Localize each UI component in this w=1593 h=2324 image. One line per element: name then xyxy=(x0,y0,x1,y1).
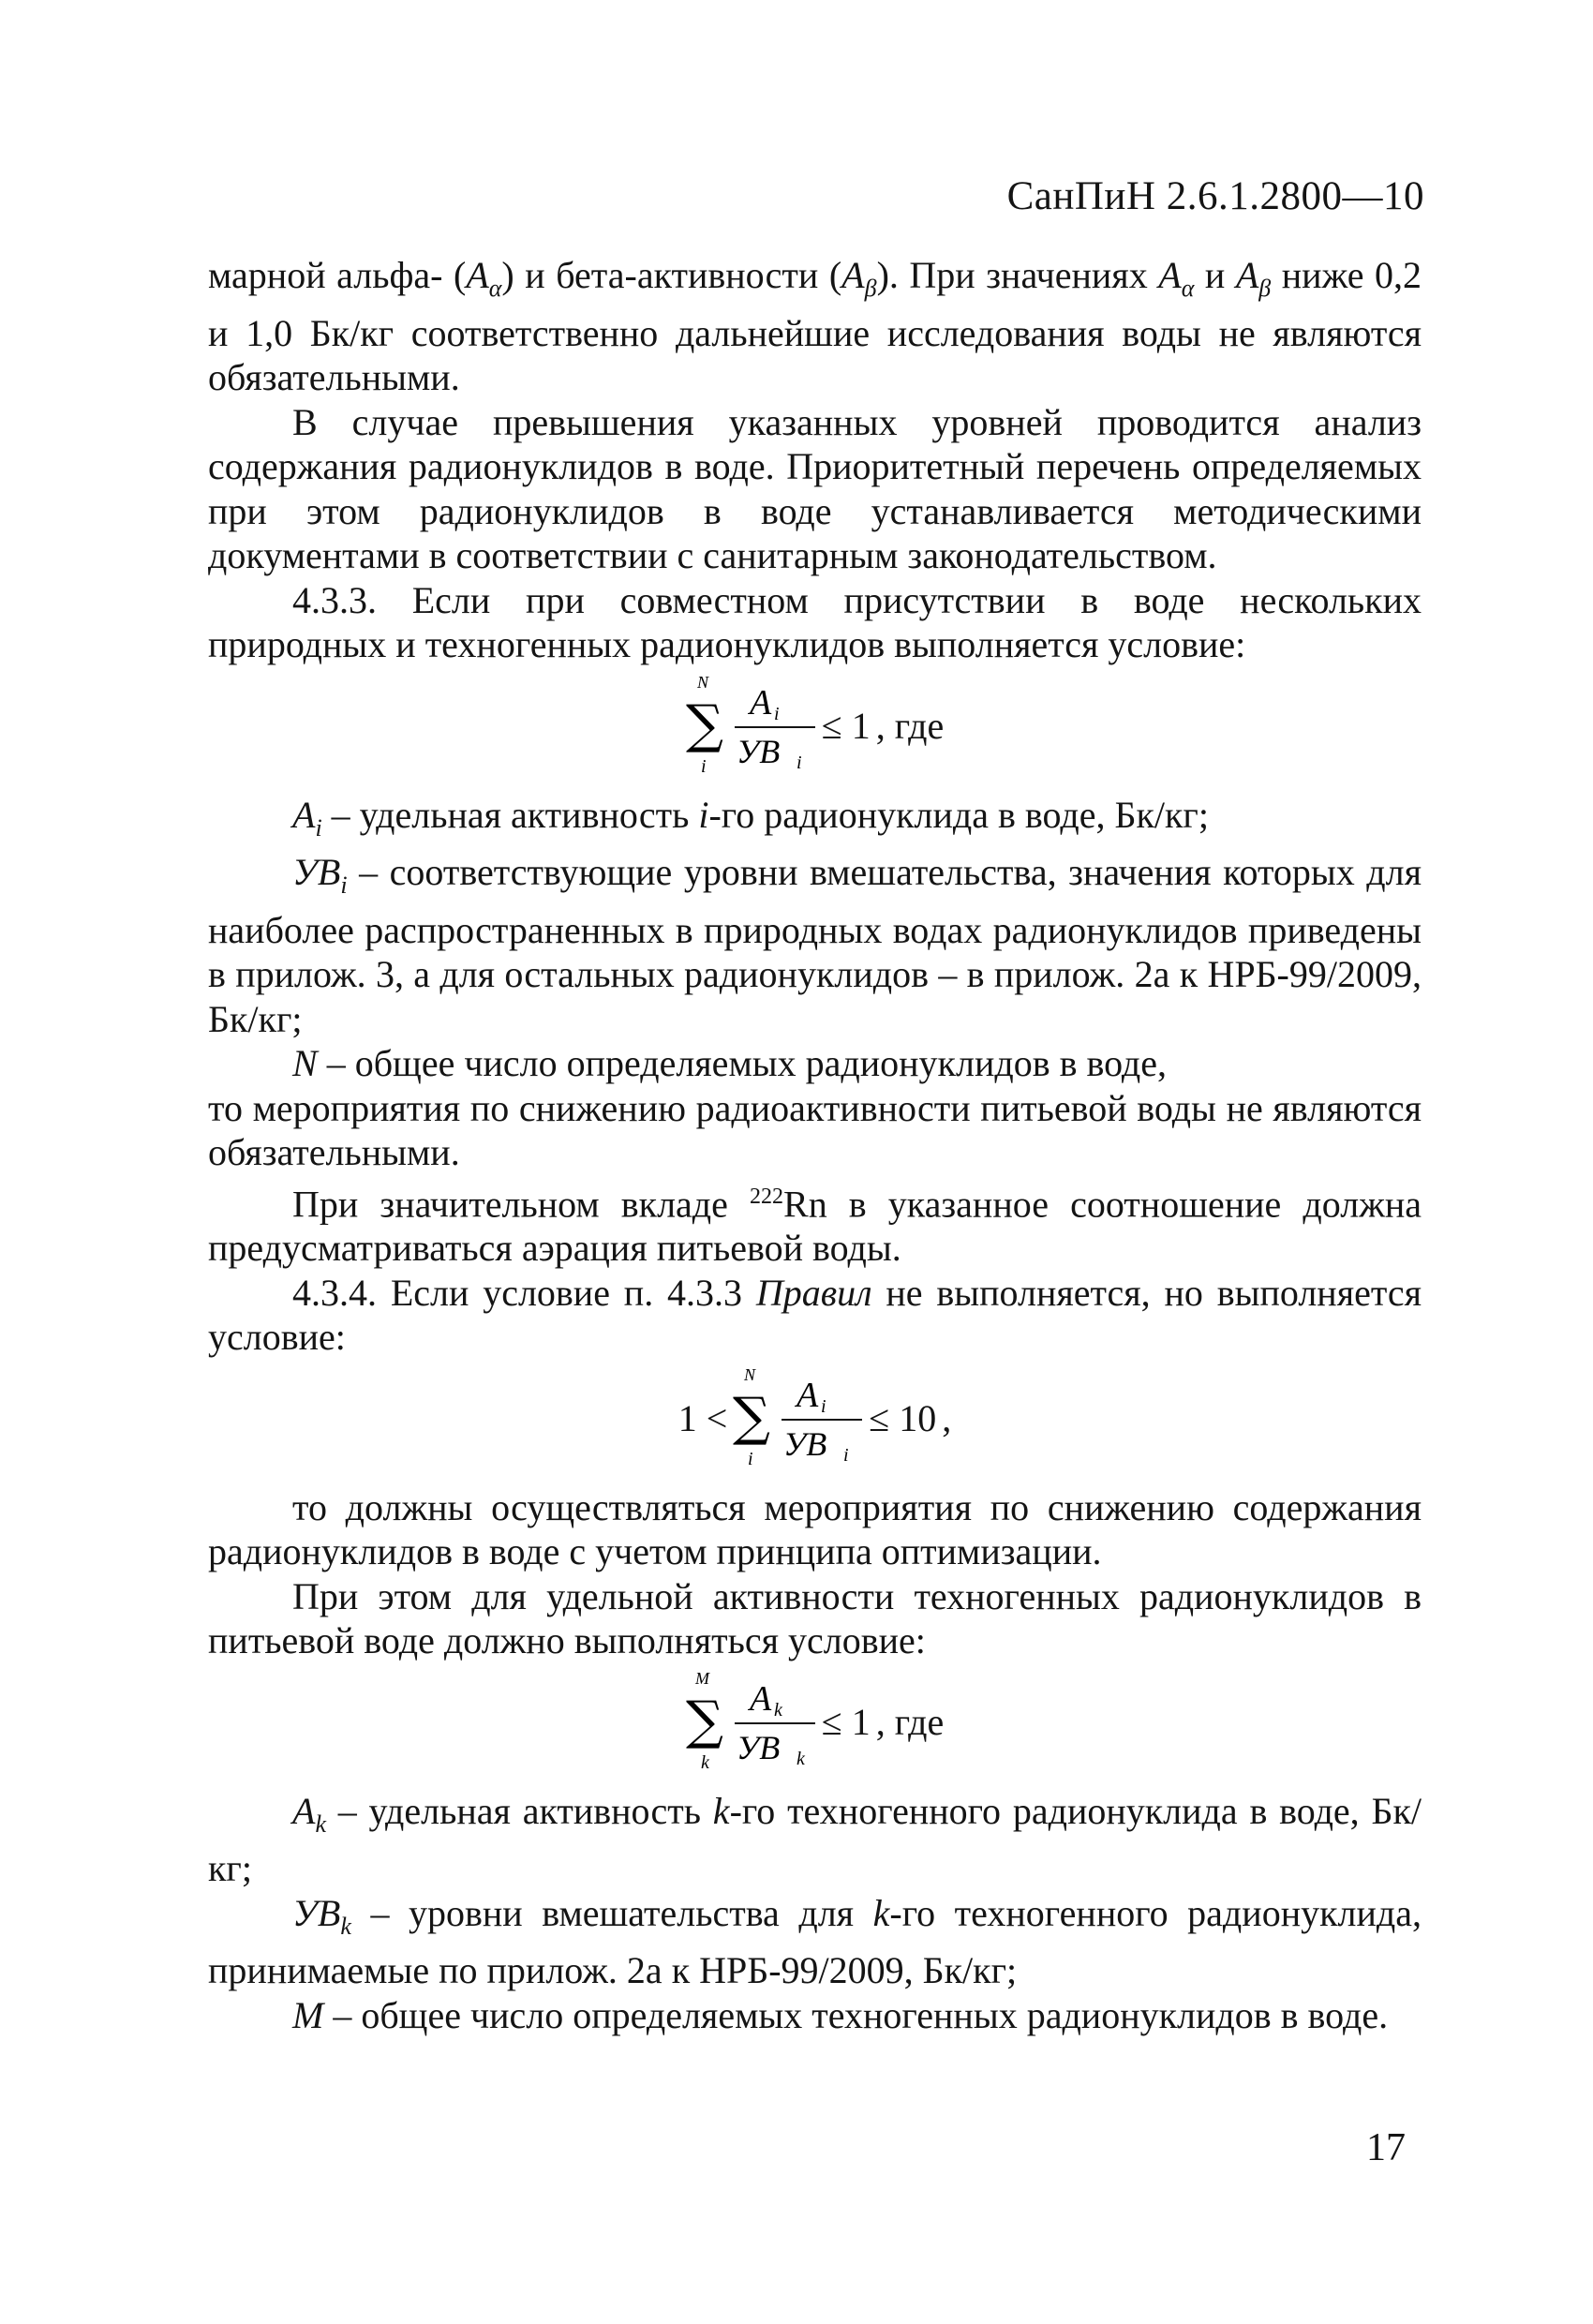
fraction-numerator: A xyxy=(749,682,771,723)
sum-lower-limit: k xyxy=(700,1751,709,1773)
definition-ai xyxy=(208,793,1422,851)
sigma-symbol: ∑ xyxy=(685,1690,723,1751)
text-run: и xyxy=(1194,254,1236,296)
subscript-beta: β xyxy=(864,275,877,302)
text-run: 4.3.4. Если условие п. 4.3.3 xyxy=(292,1271,756,1314)
text-run: – уровни вмешательства для xyxy=(350,1891,873,1934)
symbol-a: A xyxy=(1158,254,1182,296)
fraction-denominator: УВ xyxy=(736,732,780,770)
fraction-denominator: УВ xyxy=(736,1728,780,1766)
fraction-numerator: A xyxy=(796,1375,819,1415)
text-run: -го радионуклида в воде, Бк/кг; xyxy=(708,793,1209,836)
formula-sum-natural xyxy=(208,675,1422,778)
numerator-subscript: i xyxy=(773,703,780,724)
subscript-alpha: α xyxy=(488,275,502,302)
symbol-a: A xyxy=(1235,254,1259,296)
paragraph-alpha-beta xyxy=(208,253,1422,400)
symbol-a: A xyxy=(466,254,489,296)
formula-tail: , где xyxy=(875,704,945,747)
formula-sum-range xyxy=(208,1367,1422,1470)
document-body xyxy=(208,253,1422,2037)
denominator-subscript: k xyxy=(796,1748,805,1769)
paragraph-optimization: то должны осуществляться мероприятия по снижению содержания радионуклидов в воде с учетом принципа оптимизации. xyxy=(208,1485,1422,1573)
text-run: -го техногенного радионуклида в воде, Бк/кг; xyxy=(208,1789,1422,1890)
text-run: не выполняется, но выполняется условие: xyxy=(208,1271,1422,1359)
italic-index: k xyxy=(712,1789,730,1832)
formula-tail: , xyxy=(942,1397,952,1440)
symbol-m: M xyxy=(292,1993,324,2036)
subscript-alpha: α xyxy=(1181,275,1195,302)
symbol-uv: УВ xyxy=(292,851,341,893)
symbol-a: A xyxy=(292,793,316,836)
sum-fraction-formula xyxy=(733,1367,869,1470)
document-header: СанПиН 2.6.1.2800—10 xyxy=(1006,174,1424,218)
sigma-symbol: ∑ xyxy=(685,693,723,755)
sum-upper-limit: M xyxy=(694,1670,709,1688)
sum-lower-limit: i xyxy=(700,755,707,777)
italic-index: i xyxy=(698,793,709,836)
text-run: – общее число определяемых техногенных радионуклидов в воде. xyxy=(323,1993,1389,2036)
denominator-subscript: i xyxy=(843,1444,849,1466)
formula-relation: ≤ 1 xyxy=(821,1701,871,1744)
symbol-uv: УВ xyxy=(292,1891,341,1934)
numerator-subscript: i xyxy=(821,1395,826,1417)
text-run: При значительном вкладе xyxy=(292,1182,751,1225)
formula-lead: 1 < xyxy=(677,1397,728,1440)
fraction-numerator: A xyxy=(749,1678,771,1719)
definition-ak xyxy=(208,1789,1422,1891)
denominator-subscript: i xyxy=(796,752,802,773)
text-run: -го техногенного радионуклида, принимаемые по прилож. 2а к НРБ-99/2009, Бк/кг; xyxy=(208,1891,1422,1992)
text-run: – удельная активность xyxy=(321,793,699,836)
text-run: Rn в указанное соотношение должна предусматриваться аэрация питьевой воды. xyxy=(208,1182,1422,1270)
formula-relation: ≤ 1 xyxy=(821,704,871,747)
fraction-denominator: УВ xyxy=(783,1424,827,1463)
paragraph-4-3-4 xyxy=(208,1271,1422,1360)
formula-tail: , где xyxy=(875,1701,945,1744)
definition-m xyxy=(208,1993,1422,2038)
text-run: ). При значениях xyxy=(876,254,1159,296)
subscript-i: i xyxy=(340,872,348,899)
italic-index: k xyxy=(872,1891,890,1934)
paragraph-radon xyxy=(208,1175,1422,1271)
mass-number-superscript: 222 xyxy=(750,1184,784,1209)
sum-lower-limit: i xyxy=(748,1448,753,1469)
paragraph-not-mandatory: то мероприятия по снижению радиоактивности питьевой воды не являются обязательными. xyxy=(208,1086,1422,1173)
definition-uvi xyxy=(208,850,1422,1041)
formula-sum-technogenic xyxy=(208,1671,1422,1774)
formula-relation: ≤ 10 xyxy=(869,1397,937,1440)
subscript-i: i xyxy=(315,813,322,842)
symbol-n: N xyxy=(292,1042,318,1084)
numerator-subscript: k xyxy=(773,1699,782,1721)
symbol-a: A xyxy=(841,254,865,296)
subscript-k: k xyxy=(315,1810,326,1838)
text-run: – общее число определяемых радионуклидов в воде, xyxy=(317,1042,1168,1084)
text-run: ) и бета-активности ( xyxy=(501,254,842,296)
text-run: – удельная активность xyxy=(325,1789,713,1832)
sum-upper-limit: N xyxy=(744,1366,756,1384)
text-run: марной альфа- ( xyxy=(208,254,467,296)
symbol-a: A xyxy=(292,1789,316,1832)
text-run: ниже 0,2 и 1,0 Бк/кг соответственно дальнейшие исследования воды не являются обязательными. xyxy=(208,254,1422,398)
paragraph-exceedance: В случае превышения указанных уровней проводится анализ содержания радионуклидов в воде. Приоритетный перечень определяемых при этом радионуклидов в воде устанавливается методическими документами в соответствии с санитарным законодательством. xyxy=(208,400,1422,576)
definition-uvk xyxy=(208,1891,1422,1993)
text-run: – соответствующие уровни вмешательства, значения которых для наиболее распространенных в природных водах радионуклидов приведены в прилож. 3, а для остальных радионуклидов – в прилож. 2а к НРБ-99/2009, Бк/кг; xyxy=(208,851,1422,1040)
sum-fraction-formula xyxy=(686,1671,822,1774)
paragraph-technogenic: При этом для удельной активности техногенных радионуклидов в питьевой воде должно выполняться условие: xyxy=(208,1574,1422,1662)
paragraph-4-3-3: 4.3.3. Если при совместном присутствии в воде нескольких природных и техногенных радионуклидов выполняется условие: xyxy=(208,578,1422,665)
italic-word: Правил xyxy=(755,1271,872,1314)
sum-fraction-formula xyxy=(686,675,822,778)
sigma-symbol: ∑ xyxy=(733,1386,771,1448)
page-number: 17 xyxy=(1366,2126,1406,2169)
subscript-beta: β xyxy=(1258,275,1272,302)
definition-n xyxy=(208,1041,1422,1086)
sum-upper-limit: N xyxy=(696,674,708,692)
subscript-k: k xyxy=(340,1912,351,1940)
